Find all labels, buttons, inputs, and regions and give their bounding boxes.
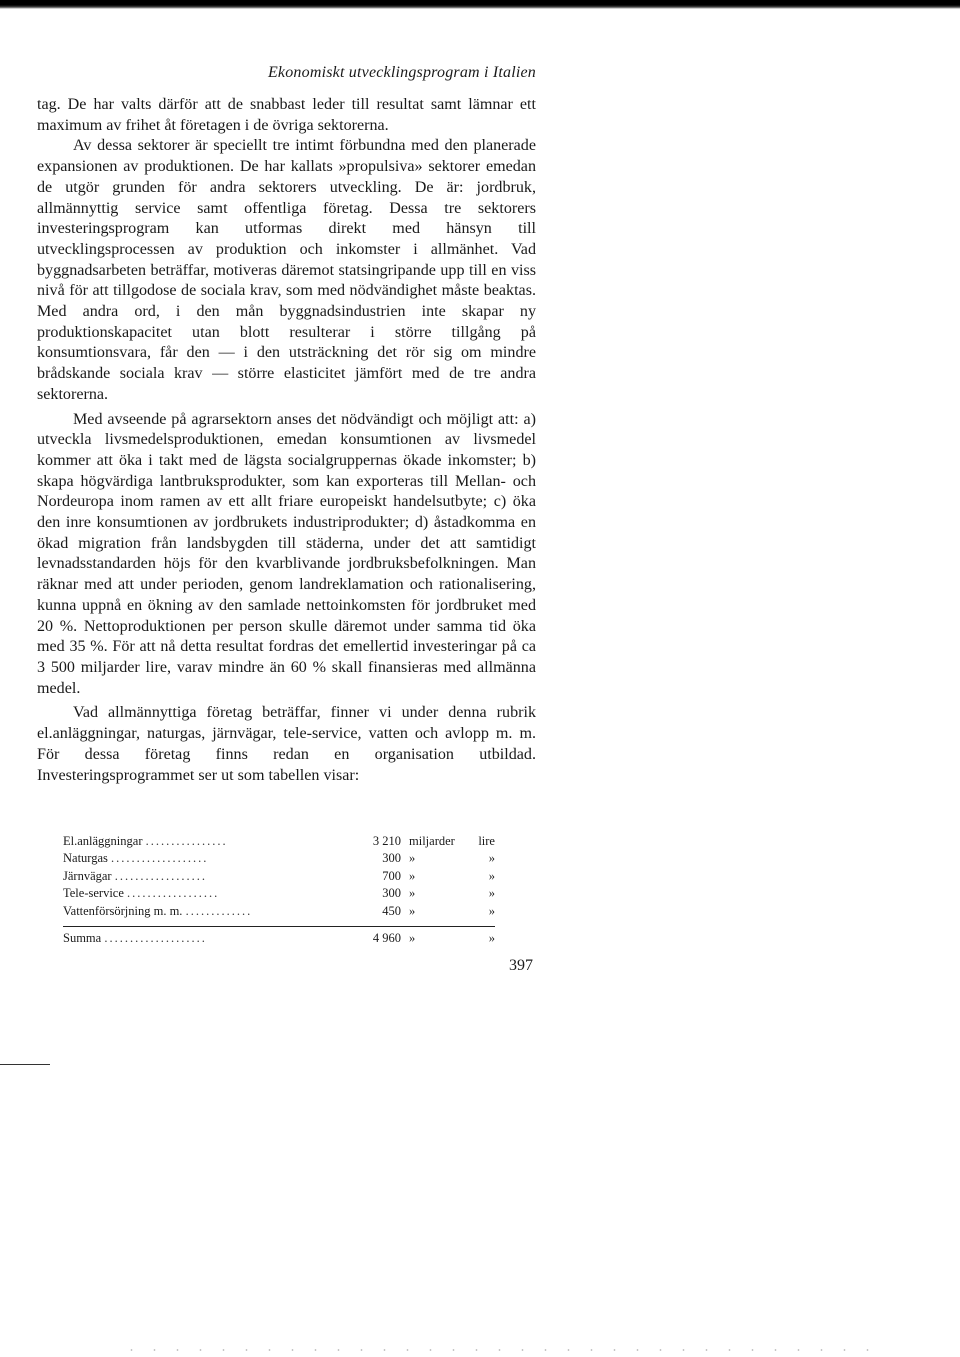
scan-edge-artifact [0, 0, 960, 9]
paragraph: tag. De har valts därför att de snabbast leder till resultat samt lämnar ett maximum av frihet åt företagen i de övriga sektorerna. [37, 96, 536, 134]
row-label: El.anläggningar [63, 834, 143, 848]
row-unit: » [409, 931, 416, 946]
row-unit: miljarder [409, 834, 455, 848]
table-row [63, 903, 495, 920]
row-value: 450 [382, 903, 401, 918]
row-value: 700 [382, 868, 401, 883]
paragraph: Med avseende på agrarsektorn anses det nödvändigt och möjligt att: a) utveckla livsmedelsproduktionen, emedan konsumtionen av livsmedel kommer att öka i takt med de lägsta socialgruppernas ökade inkomster; b) skapa högvärdiga lantbruksprodukter, som kan exporteras till Mellan- och Nordeuropa inom ramen av ett allt friare europeiskt handelsutbyte; c) öka den inre konsumtionen av jordbrukets industriprodukter; d) åstadkomma en ökad migration från landsbygden till städerna, under det att samtidigt levnadsstandarden höjs för den kvarblivande jordbruksbefolkningen. Man räknar med att under perioden, genom landreklamation och rationalisering, kunna uppnå en ökning av den samlade nettoinkomsten för jordbruket med 20 %. Nettoproduktionen per person skulle däremot under samma tid öka med 35 %. För att nå detta resultat fordras det emellertid investeringar på ca 3 500 miljarder lire, varav mindre än 60 % skall finansieras med allmänna medel. [37, 410, 536, 697]
row-unit: » [488, 931, 495, 946]
row-unit: » [409, 903, 416, 918]
row-unit: » [409, 851, 416, 866]
table-row [63, 850, 495, 867]
running-header: Ekonomiskt utvecklingsprogram i Italien [267, 64, 536, 81]
margin-rule [0, 1064, 50, 1065]
table-row [63, 868, 495, 885]
leader-dots: ................ [145, 834, 228, 848]
row-unit: » [409, 886, 416, 901]
leader-dots: ............. [185, 903, 253, 918]
row-label: Naturgas [63, 851, 108, 866]
table-divider [63, 926, 495, 927]
table-total-row [63, 930, 495, 947]
total-label: Summa [63, 931, 102, 946]
row-label: Järnvägar [63, 868, 112, 883]
investment-table [63, 833, 495, 947]
page-number: 397 [509, 957, 533, 974]
body-text [37, 95, 536, 786]
row-unit: lire [478, 834, 495, 848]
scan-specks [120, 1348, 870, 1352]
total-value: 4 960 [372, 931, 401, 946]
row-value: 3 210 [372, 834, 401, 848]
row-value: 300 [382, 886, 401, 901]
paragraph: Av dessa sektorer är speciellt tre intimt förbundna med den planerade expansionen av produktionen. De har kallats »propulsiva» sektorer emedan de utgör grunden för andra sektorers utveckling. De är: jordbruk, allmännyttig service samt offentliga företag. Dessa tre sektorers investeringsprogram kan utformas direkt med hänsyn till utvecklingsprocessen av produktion och inkomster i allmänhet. Vad byggnadsarbeten beträffar, motiveras däremot statsingripande upp till en viss nivå för att tillgodose de sociala krav, som med nödvändighet måste beaktas. Med andra ord, i den mån byggnadsindustrien inte skapar ny produktionskapacitet utan blott resulterar i större tillgång på konsumtionsvara, får den — i den utsträckning det rör sig om mindre brådskande sociala krav — större elasticitet jämfört med de tre andra sektorerna. [37, 137, 536, 403]
leader-dots: .................. [114, 868, 207, 883]
row-label: Vattenförsörjning m. m. [63, 903, 183, 918]
leader-dots: .................. [127, 886, 220, 901]
row-unit: » [488, 868, 495, 883]
row-unit: » [488, 851, 495, 866]
leader-dots: ................... [111, 851, 209, 866]
row-unit: » [409, 868, 416, 883]
table-row [63, 833, 495, 850]
row-value: 300 [382, 851, 401, 866]
row-label: Tele-service [63, 886, 124, 901]
leader-dots: .................... [104, 931, 207, 946]
row-unit: » [488, 886, 495, 901]
paragraph: Vad allmännyttiga företag beträffar, finner vi under denna rubrik el.anläggningar, naturgas, järnvägar, tele-service, vatten och avlopp m. m. För dessa företag finns redan en organisation utbildad. Investeringsprogrammet ser ut som tabellen visar: [37, 704, 536, 784]
row-unit: » [488, 903, 495, 918]
table-row [63, 885, 495, 902]
